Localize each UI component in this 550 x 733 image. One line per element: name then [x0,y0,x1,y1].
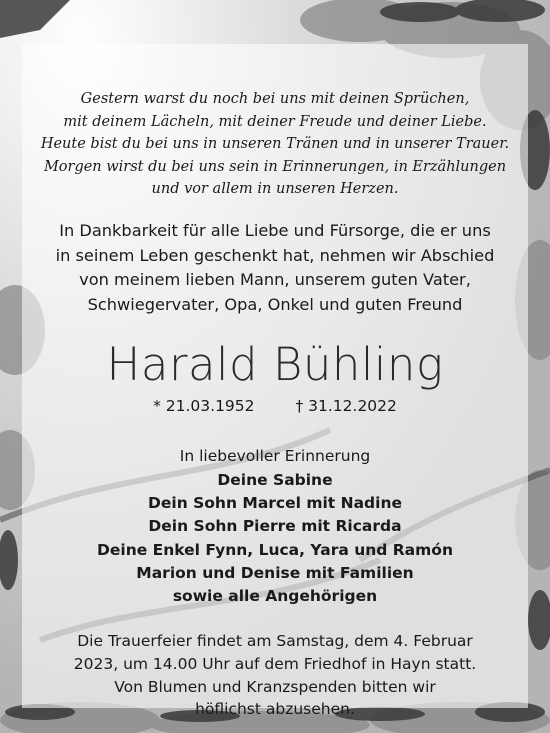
memory-intro: In liebevoller Erinnerung [179,447,371,466]
poem-line: Heute bist du bei uns in unseren Tränen und in unserer Trauer. [40,136,510,153]
gratitude-line: Schwiegervater, Opa, Onkel und guten Freund [87,294,463,314]
mourner-line: Dein Sohn Pierre mit Ricarda [148,517,402,536]
mourner-line: Deine Enkel Fynn, Luca, Yara und Ramón [97,540,453,559]
mourner-line: Marion und Denise mit Familien [136,563,414,582]
gratitude-line: In Dankbarkeit für alle Liebe und Fürsorge, die er uns [59,220,491,240]
service-line: Die Trauerfeier findet am Samstag, dem 4. Februar [77,632,473,651]
gratitude-paragraph [22,219,528,317]
mourner-line: Dein Sohn Marcel mit Nadine [148,493,402,512]
poem-line: mit deinem Lächeln, mit deiner Freude und deiner Liebe. [63,113,487,130]
poem-line: Morgen wirst du bei uns sein in Erinnerungen, in Erzählungen [43,158,507,175]
mourners-block [22,445,528,608]
service-line: 2023, um 14.00 Uhr auf dem Friedhof in Hayn statt. [73,655,477,674]
death-date: † 31.12.2022 [295,397,397,416]
mourner-line: sowie alle Angehörigen [172,587,378,606]
mourner-line: Deine Sabine [217,470,333,489]
gratitude-line: in seinem Leben geschenkt hat, nehmen wir Abschied [55,245,495,265]
obituary-content [22,44,528,719]
poem-line: Gestern warst du noch bei uns mit deinen Sprüchen, [80,91,470,107]
deceased-name: Harald Bühling [106,338,444,392]
poem-line: und vor allem in unseren Herzen. [151,181,399,198]
service-line: höflichst abzusehen. [195,700,355,719]
memorial-poem [22,88,528,201]
funeral-service-notice [22,630,528,720]
birth-date: * 21.03.1952 [153,397,255,416]
service-line: Von Blumen und Kranzspenden bitten wir [114,677,436,696]
gratitude-line: von meinem lieben Mann, unserem guten Vater, [79,270,471,290]
life-dates [22,395,528,417]
